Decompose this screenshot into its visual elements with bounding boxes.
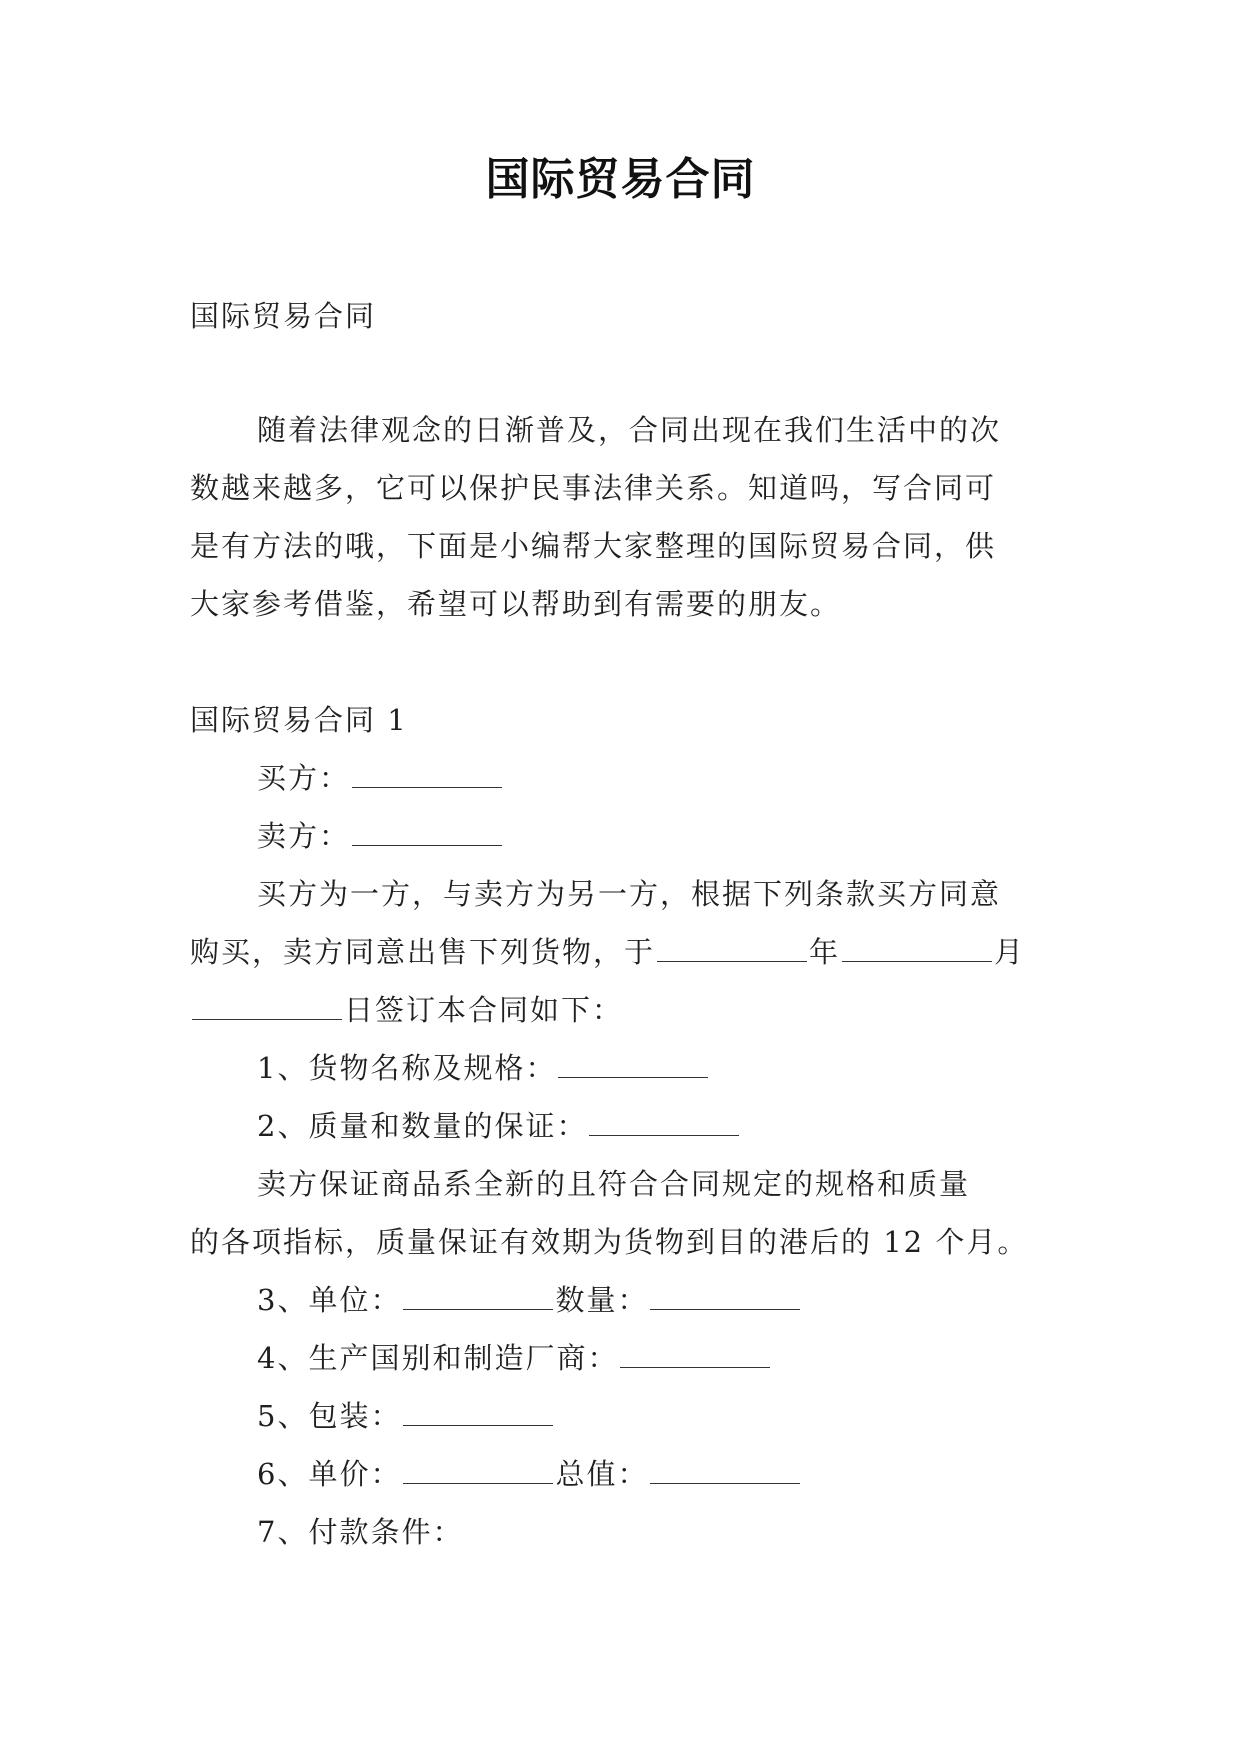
month-blank	[842, 933, 992, 962]
seller-row	[257, 816, 504, 856]
item-6-total-label: 总值：	[555, 1457, 649, 1491]
item-5-row	[257, 1396, 555, 1436]
item-5-label: 5、包装：	[257, 1399, 402, 1433]
year-blank	[657, 933, 807, 962]
item-4-label: 4、生产国别和制造厂商：	[257, 1341, 619, 1375]
item-4-row	[257, 1338, 772, 1378]
item-2-row	[257, 1106, 741, 1146]
item-3-quantity-blank	[650, 1281, 800, 1310]
item-6-price-label: 6、单价：	[257, 1457, 402, 1491]
intro-line-1: 随着法律观念的日渐普及，合同出现在我们生活中的次	[257, 413, 1002, 447]
day-label: 日签订本合同如下：	[344, 993, 624, 1027]
seller-label: 卖方：	[257, 819, 351, 853]
day-blank	[192, 991, 342, 1020]
agreement-line-2-text: 购买，卖方同意出售下列货物，于	[190, 935, 656, 969]
item-6-total-blank	[650, 1455, 800, 1484]
item-4-blank	[620, 1339, 770, 1368]
item-6-price-blank	[403, 1455, 553, 1484]
document-title: 国际贸易合同	[485, 154, 756, 205]
seller-blank	[352, 817, 502, 846]
buyer-label: 买方：	[257, 761, 351, 795]
year-label: 年	[809, 935, 841, 969]
buyer-row	[257, 758, 504, 798]
quality-line-1: 卖方保证商品系全新的且符合合同规定的规格和质量	[257, 1167, 971, 1201]
section-title: 国际贸易合同 1	[190, 703, 408, 737]
quality-line-2: 的各项指标，质量保证有效期为货物到目的港后的 12 个月。	[190, 1225, 1029, 1259]
buyer-blank	[352, 759, 502, 788]
intro-line-3: 是有方法的哦，下面是小编帮大家整理的国际贸易合同，供	[190, 529, 997, 563]
agreement-line-1: 买方为一方，与卖方为另一方，根据下列条款买方同意	[257, 877, 1002, 911]
document-subtitle: 国际贸易合同	[190, 299, 377, 333]
item-3-row	[257, 1280, 802, 1320]
item-2-blank	[589, 1107, 739, 1136]
agreement-line-2	[190, 932, 1025, 972]
item-3-quantity-label: 数量：	[555, 1283, 649, 1317]
item-2-label: 2、质量和数量的保证：	[257, 1109, 588, 1143]
item-1-blank	[558, 1049, 708, 1078]
agreement-line-3	[190, 990, 623, 1030]
item-7-row: 7、付款条件：	[257, 1515, 464, 1549]
item-6-row	[257, 1454, 802, 1494]
item-3-unit-blank	[403, 1281, 553, 1310]
intro-line-4: 大家参考借鉴，希望可以帮助到有需要的朋友。	[190, 587, 842, 621]
item-1-label: 1、货物名称及规格：	[257, 1051, 557, 1085]
month-label: 月	[994, 935, 1026, 969]
item-5-blank	[403, 1397, 553, 1426]
intro-line-2: 数越来越多，它可以保护民事法律关系。知道吗，写合同可	[190, 471, 997, 505]
item-3-unit-label: 3、单位：	[257, 1283, 402, 1317]
item-1-row	[257, 1048, 710, 1088]
